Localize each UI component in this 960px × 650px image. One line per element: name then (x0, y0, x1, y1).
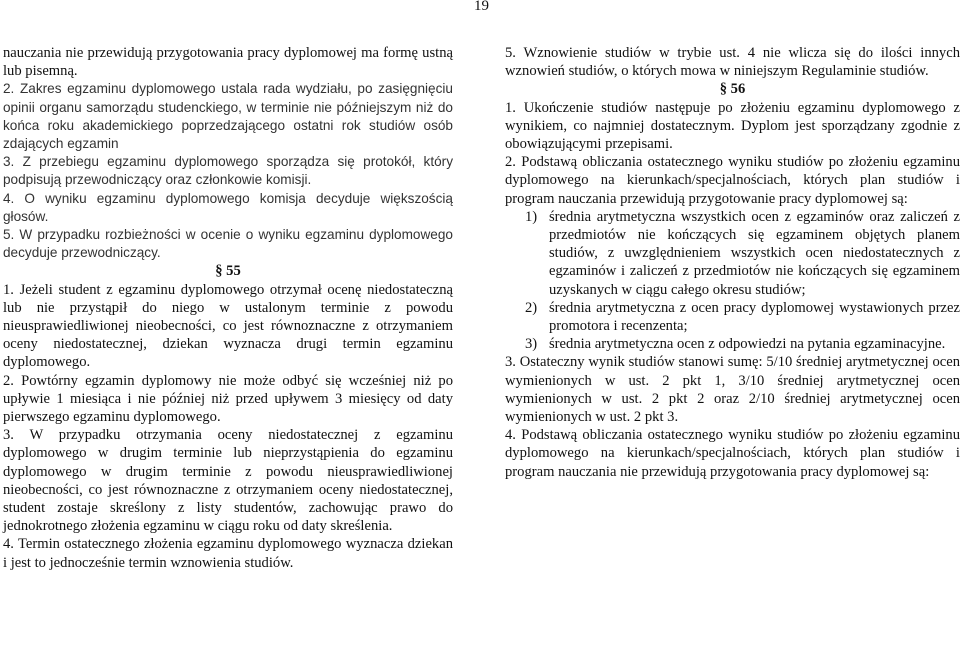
right-column (505, 44, 960, 481)
section-heading-56: § 56 (719, 81, 746, 98)
paragraph-2: 2. Zakres egzaminu dyplomowego ustala rada wydziału, po zasięgnięciu opinii organu samorządu studenckiego, w terminie nie późniejszym niż do końca roku akademickiego poprzedzającego ostatni rok studiów osób zdających egzamin (3, 81, 453, 152)
section-56-paragraph-4: 4. Podstawą obliczania ostatecznego wyniku studiów po złożeniu egzaminu dyplomowego na kierunkach/specjalnościach, których plan studiów i program nauczania nie przewidują przygotowania pracy dyplomowej są: (505, 427, 960, 480)
section-56-paragraph-2: 2. Podstawą obliczania ostatecznego wyniku studiów po złożeniu egzaminu dyplomowego na kierunkach/specjalnościach, których plan studiów i program nauczania przewidują przygotowanie pracy dyplomowej są: (505, 154, 960, 207)
list-item-text: średnia arytmetyczna wszystkich ocen z egzaminów oraz zaliczeń z przedmiotów nie kończących się egzaminem objętych planem studiów, z uwzględnieniem wszystkich ocen niedostatecznych z egzaminów i zaliczeń z przedmiotów nie kończących się egzaminem uzyskanych w ciągu całego okresu studiów; (549, 208, 960, 298)
list-item-number: 2) (525, 299, 538, 316)
paragraph-continuation: nauczania nie przewidują przygotowania pracy dyplomowej ma formę ustną lub pisemną. (3, 45, 453, 80)
left-column (3, 44, 453, 572)
section-heading-55: § 55 (215, 263, 241, 280)
list-item-number: 3) (525, 336, 538, 353)
list-item (505, 299, 960, 335)
section-55-paragraph-2: 2. Powtórny egzamin dyplomowy nie może odbyć się wcześniej niż po upływie 1 miesiąca i nie później niż przed upływem 3 miesięcy od daty pierwszego egzaminu dyplomowego. (3, 372, 453, 426)
list-item (505, 335, 960, 353)
list-item-text: średnia arytmetyczna ocen z odpowiedzi na pytania egzaminacyjne. (549, 336, 946, 353)
paragraph-5: 5. W przypadku rozbieżności w ocenie o wyniku egzaminu dyplomowego decyduje przewodniczący. (3, 227, 453, 261)
section-56-paragraph-1: 1. Ukończenie studiów następuje po złożeniu egzaminu dyplomowego z wynikiem, co najmniej dostatecznym. Dyplom jest sporządzany zgodnie z obowiązującymi przepisami. (505, 99, 960, 153)
paragraph-4: 4. O wyniku egzaminu dyplomowego komisja decyduje większością głosów. (3, 190, 453, 224)
list-item-text: średnia arytmetyczna z ocen pracy dyplomowej wystawionych przez promotora i recenzenta; (549, 299, 960, 335)
section-55-paragraph-4: 4. Termin ostatecznego złożenia egzaminu dyplomowego wyznacza dziekan i jest to jednocześnie termin wznowienia studiów. (3, 536, 453, 571)
paragraph-5-continued: 5. Wznowienie studiów w trybie ust. 4 nie wlicza się do ilości innych wznowień studiów, o których mowa w niniejszym Regulaminie studiów. (505, 45, 960, 80)
section-55-paragraph-3: 3. W przypadku otrzymania oceny niedostatecznej z egzaminu dyplomowego w drugim terminie lub nieprzystąpienia do egzaminu dyplomowego w drugim terminie z powodu nieusprawiedliwionej nieobecności, co jest równoznaczne z otrzymaniem oceny niedostatecznej, student zostaje skreślony z listy studentów, zachowując prawo do jednokrotnego złożenia egzaminu w ciągu roku od daty skreślenia. (3, 427, 453, 535)
list-item (505, 208, 960, 299)
paragraph-3: 3. Z przebiegu egzaminu dyplomowego sporządza się protokół, który podpisują przewodniczący oraz członkowie komisji. (3, 154, 453, 188)
list-item-number: 1) (525, 208, 538, 225)
section-56-paragraph-3: 3. Ostateczny wynik studiów stanowi sumę: 5/10 średniej arytmetycznej ocen wymienionych w ust. 2 pkt 1, 3/10 średniej arytmetycznej ocen wymienionych w ust. 2 pkt 2 oraz 2/10 średniej arytmetycznej ocen wymienionych w ust. 2 pkt 3. (505, 354, 960, 426)
page-number: 19 (474, 0, 489, 14)
components-list (505, 208, 960, 354)
section-55-paragraph-1: 1. Jeżeli student z egzaminu dyplomowego otrzymał ocenę niedostateczną lub nie przystąpił do niego w ustalonym terminie z powodu nieusprawiedliwionej nieobecności, co jest równoznaczne z otrzymaniem oceny niedostatecznej, dziekan wyznacza drugi termin egzaminu dyplomowego. (3, 281, 453, 371)
